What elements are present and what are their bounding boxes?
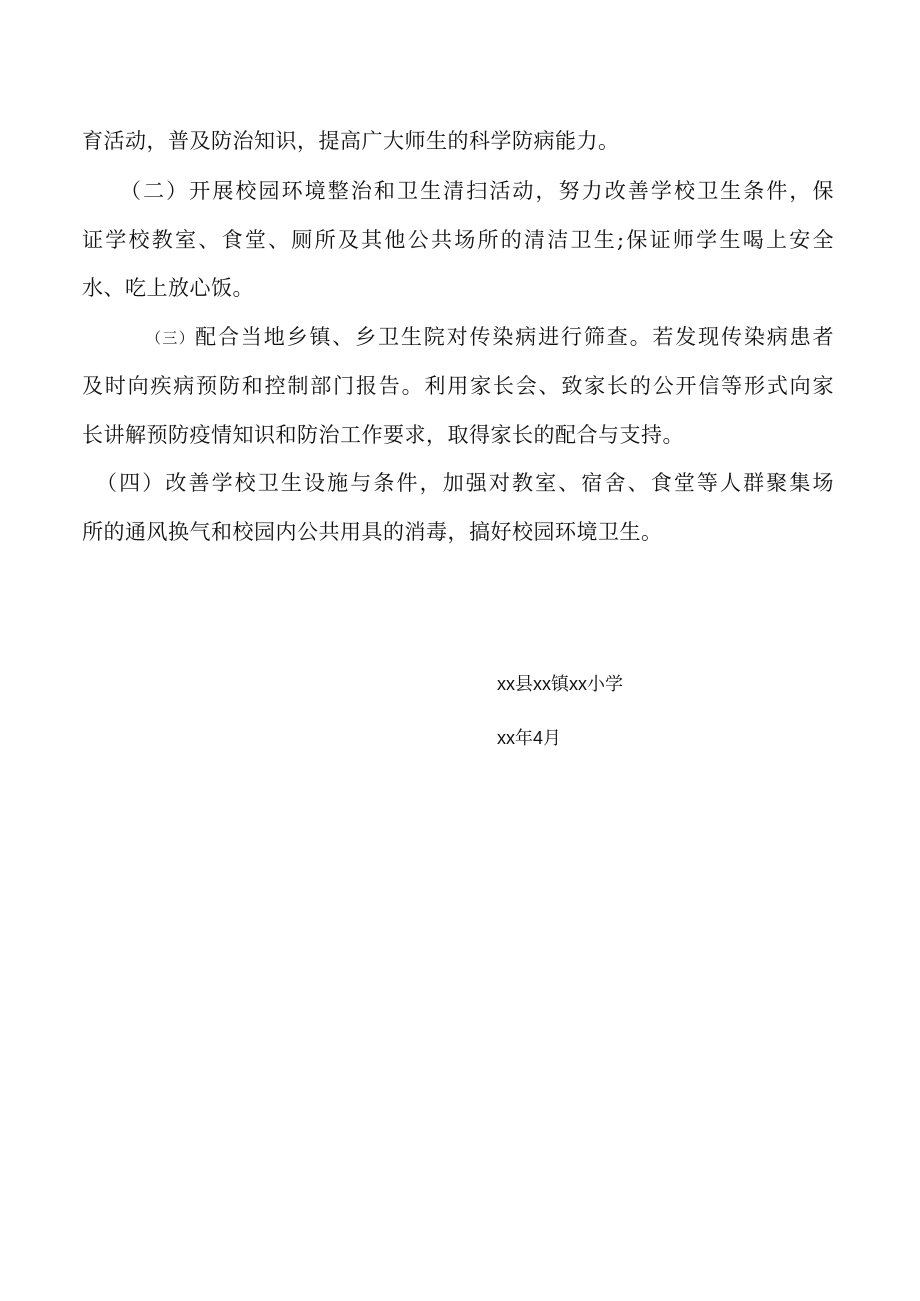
- paragraph-3-line-1-text: 配合当地乡镇、乡卫生院对传染病进行筛查。若发现传染病患者: [195, 325, 834, 349]
- paragraph-3-marker: （三）: [146, 329, 196, 347]
- signature-organization: xx县xx镇xx小学: [497, 674, 623, 694]
- paragraph-1-line-1: 育活动，普及防治知识，提高广大师生的科学防病能力。: [82, 129, 620, 153]
- paragraph-4-line-2: 所的通风换气和校园内公共用具的消毒，搞好校园环境卫生。: [82, 520, 663, 544]
- paragraph-4-line-1: （四）改善学校卫生设施与条件，加强对教室、宿舍、食堂等人群聚集场: [96, 471, 834, 495]
- paragraph-3-line-1: [146, 325, 834, 350]
- paragraph-2-line-1: （二）开展校园环境整治和卫生清扫活动，努力改善学校卫生条件，保: [120, 179, 834, 203]
- paragraph-2-line-2: 证学校教室、食堂、厕所及其他公共场所的清洁卫生;保证师学生喝上安全: [82, 228, 834, 252]
- signature-date: xx年4月: [497, 728, 562, 748]
- paragraph-3-line-2: 及时向疾病预防和控制部门报告。利用家长会、致家长的公开信等形式向家: [82, 374, 834, 398]
- paragraph-3-line-3: 长讲解预防疫情知识和防治工作要求，取得家长的配合与支持。: [82, 423, 684, 447]
- paragraph-2-line-3: 水、吃上放心饭。: [82, 276, 254, 300]
